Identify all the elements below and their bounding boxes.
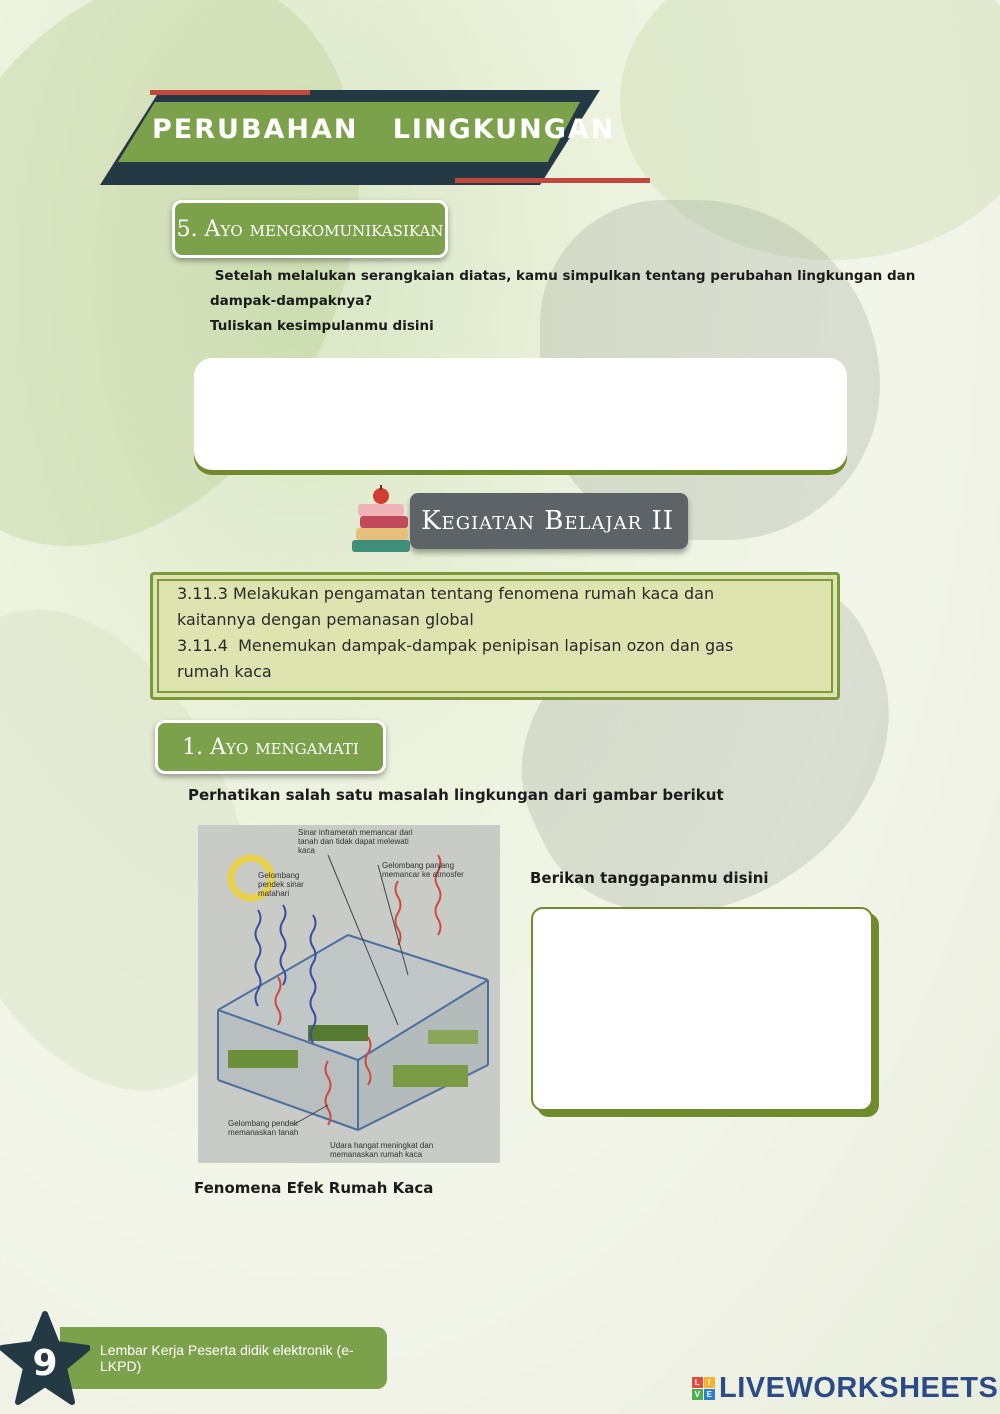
question-line: dampak-dampaknya? [210, 293, 373, 309]
figure-label-line: memanaskan rumah kaca [330, 1150, 423, 1159]
footer-text: Lembar Kerja Peserta didik elektronik (e-LKPD) [100, 1342, 354, 1374]
figure-label [330, 1141, 433, 1159]
figure-caption: Fenomena Efek Rumah Kaca [194, 1179, 434, 1197]
liveworksheets-logo [692, 1372, 998, 1405]
figure-label-line: tanah dan tidak dapat melewati [298, 837, 409, 846]
page-number: 9 [32, 1343, 58, 1384]
question-text [210, 264, 916, 339]
objective-line: 3.11.4 Menemukan dampak-dampak penipisan lapisan ozon dan gas [177, 636, 734, 655]
figure-label-line: Gelombang pendek [228, 1119, 298, 1128]
conclusion-input[interactable] [194, 358, 847, 470]
title-banner [100, 90, 616, 185]
figure-label-line: Sinar inframerah memancar dari [298, 828, 413, 837]
figure-label-line: matahari [258, 889, 290, 898]
figure-label-line: Gelombang panjang [382, 861, 455, 870]
title-accent-top [150, 90, 310, 95]
books-icon [348, 484, 418, 560]
liveworksheets-brand: LIVEWORKSHEETS [719, 1372, 999, 1404]
logo-letter: L [692, 1377, 703, 1388]
objective-line: 3.11.3 Melakukan pengamatan tentang fenomena rumah kaca dan [177, 584, 715, 603]
liveworksheets-logo-icon [692, 1377, 715, 1400]
figure-label-line: Udara hangat meningkat dan [330, 1141, 434, 1150]
page-title: PERUBAHAN LINGKUNGAN [152, 114, 616, 145]
logo-letter: V [692, 1389, 703, 1400]
figure-label [382, 861, 464, 879]
figure-label-line: Gelombang [258, 871, 300, 880]
title-accent-bottom [455, 178, 650, 183]
figure-label-line: pendek sinar [258, 880, 304, 889]
figure-label-line: kaca [298, 846, 315, 855]
response-input[interactable] [531, 907, 873, 1111]
question-line: Setelah melalukan serangkaian diatas, kamu simpulkan tentang perubahan lingkungan dan [210, 268, 916, 284]
section-header-komunikasi: 5. Ayo mengkomunikasikan [172, 200, 448, 258]
response-label: Berikan tanggapanmu disini [530, 869, 769, 887]
footer-bar [60, 1327, 387, 1389]
objective-line: rumah kaca [177, 662, 272, 681]
question-instruction: Tuliskan kesimpulanmu disini [210, 318, 434, 334]
logo-letter: E [704, 1389, 715, 1400]
figure-label [228, 1119, 298, 1137]
figure-label-line: memancar ke atmosfer [382, 870, 464, 879]
greenhouse-effect-figure [198, 825, 500, 1163]
page-number-star-icon [0, 1310, 90, 1410]
observation-instruction: Perhatikan salah satu masalah lingkungan dari gambar berikut [188, 786, 724, 804]
figure-label-line: memanaskan tanah [228, 1128, 299, 1137]
kegiatan-belajar-banner: Kegiatan Belajar II [410, 493, 688, 549]
logo-letter: I [704, 1377, 715, 1388]
objective-line: kaitannya dengan pemanasan global [177, 610, 474, 629]
section-header-mengamati: 1. Ayo mengamati [155, 720, 386, 774]
figure-label [298, 828, 413, 855]
figure-label [258, 871, 304, 898]
